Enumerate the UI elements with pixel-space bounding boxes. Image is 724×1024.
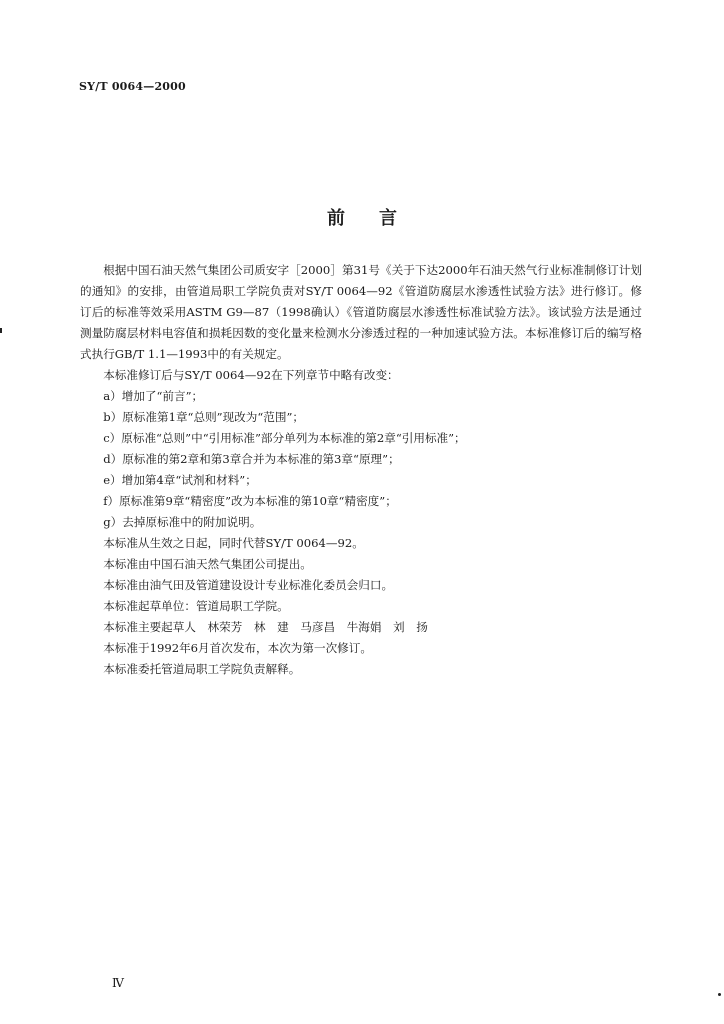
change-item-e: e）增加第4章“试剂和材料”； — [103, 473, 257, 487]
statements-list — [80, 533, 642, 680]
foreword-body — [80, 260, 642, 680]
change-item-b: b）原标准第1章“总则”现改为“范围”； — [103, 410, 305, 424]
left-edge-mark — [0, 328, 2, 333]
statement-proposed-by: 本标准由中国石油天然气集团公司提出。 — [103, 557, 312, 571]
statement-drafting-unit: 本标准起草单位：管道局职工学院。 — [103, 599, 289, 613]
statement-managed-by: 本标准由油气田及管道建设设计专业标准化委员会归口。 — [103, 578, 394, 592]
statement-interpretation: 本标准委托管道局职工学院负责解释。 — [103, 662, 301, 676]
change-item-g: g）去掉原标准中的附加说明。 — [103, 515, 262, 529]
standard-code-header: SY/T 0064—2000 — [79, 80, 186, 93]
changes-intro: 本标准修订后与SY/T 0064—92在下列章节中略有改变： — [103, 368, 399, 382]
statement-drafters: 本标准主要起草人 林荣芳 林 建 马彦昌 牛海娟 刘 扬 — [103, 620, 428, 634]
change-item-d: d）原标准的第2章和第3章合并为本标准的第3章“原理”； — [103, 452, 400, 466]
changes-list — [80, 386, 642, 533]
change-item-c: c）原标准“总则”中“引用标准”部分单列为本标准的第2章“引用标准”； — [103, 431, 466, 445]
statement-release-history: 本标准于1992年6月首次发布，本次为第一次修订。 — [103, 641, 372, 655]
statement-replaces: 本标准从生效之日起，同时代替SY/T 0064—92。 — [103, 536, 364, 550]
change-item-a: a）增加了“前言”； — [103, 389, 204, 403]
intro-paragraph: 根据中国石油天然气集团公司质安字［2000］第31号《关于下达2000年石油天然气行业标准制修订计划的通知》的安排，由管道局职工学院负责对SY/T 0064—92《管道防腐层水渗透性试验方法》进行修订。修订后的标准等效采用ASTM G9—87（1998确认）《管道防腐层水渗透性标准试验方法》。该试验方法是通过测量防腐层材料电容值和损耗因数的变化量来检测水分渗透过程的一种加速试验方法。本标准修订后的编写格式执行GB/T 1.1—1993中的有关规定。 — [80, 263, 642, 361]
page-title: 前言 — [327, 208, 431, 229]
change-item-f: f）原标准第9章“精密度”改为本标准的第10章“精密度”； — [103, 494, 397, 508]
right-edge-mark — [718, 993, 721, 996]
page-number: Ⅳ — [112, 976, 124, 990]
